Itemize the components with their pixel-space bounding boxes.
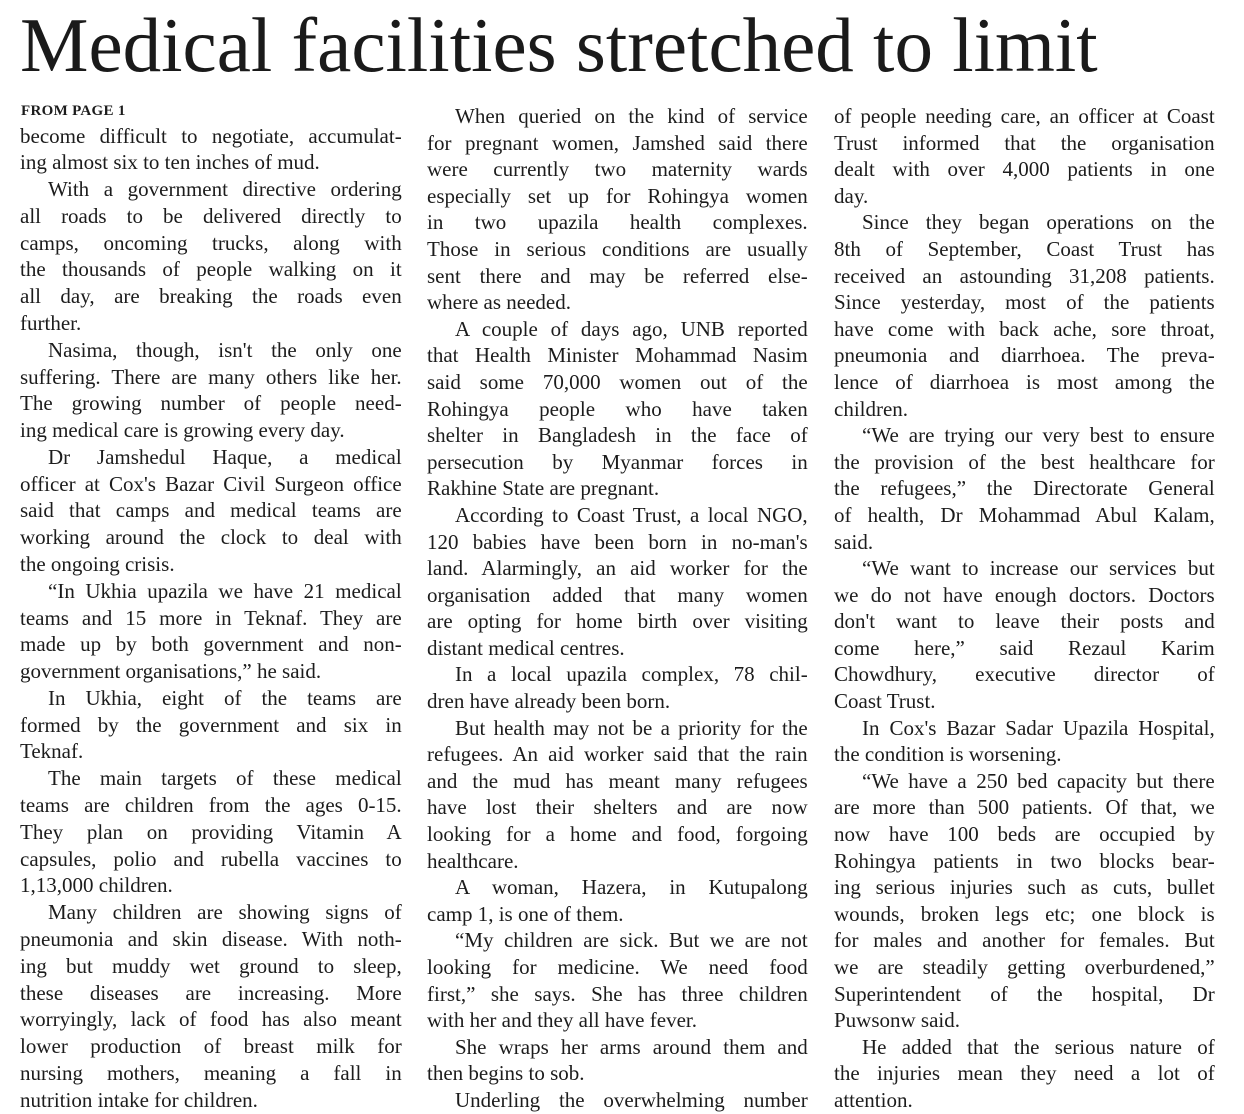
text-line: formed by the government and six in: [20, 712, 402, 737]
text-line: officer at Cox's Bazar Civil Surgeon office: [20, 471, 402, 496]
text-line: now have 100 beds are occupied by: [834, 822, 1215, 847]
text-line: A woman, Hazera, in Kutupalong: [455, 875, 808, 900]
text-line: Since they began operations on the: [862, 210, 1215, 235]
paragraph: [834, 103, 1215, 209]
text-line: the refugees,” the Directorate General: [834, 476, 1215, 501]
paragraph: [20, 337, 402, 444]
paragraph: [20, 765, 402, 899]
text-line: children.: [834, 396, 909, 421]
text-line: According to Coast Trust, a local NGO,: [455, 502, 808, 527]
text-line: organisation added that many women: [427, 582, 808, 607]
text-line: we do not have enough doctors. Doctors: [834, 582, 1215, 607]
paragraph: [427, 103, 808, 316]
paragraph: [427, 1087, 808, 1114]
text-line: camps, oncoming trucks, along with: [20, 230, 402, 255]
paragraph: [834, 422, 1215, 555]
text-line: are more than 500 patients. Of that, we: [834, 795, 1215, 820]
paragraph: [427, 874, 808, 927]
text-line: Chowdhury, executive director of: [834, 662, 1215, 687]
text-line: in two upazila health complexes.: [427, 210, 808, 235]
text-line: In Cox's Bazar Sadar Upazila Hospital,: [862, 715, 1215, 740]
text-line: A couple of days ago, UNB reported: [455, 316, 808, 341]
text-line: said that camps and medical teams are: [20, 498, 402, 523]
text-line: that Health Minister Mohammad Nasim: [427, 343, 808, 368]
text-line: sent there and may be referred else-: [427, 263, 808, 288]
text-line: Dr Jamshedul Haque, a medical: [48, 444, 402, 469]
text-line: of health, Dr Mohammad Abul Kalam,: [834, 502, 1215, 527]
text-line: land. Alarmingly, an aid worker for the: [427, 556, 808, 581]
text-line: “We have a 250 bed capacity but there: [862, 768, 1215, 793]
text-line: don't want to leave their posts and: [834, 609, 1215, 634]
text-line: lence of diarrhoea is most among the: [834, 369, 1215, 394]
text-line: the injuries mean they need a lot of: [834, 1061, 1215, 1086]
text-line: teams and 15 more in Teknaf. They are: [20, 605, 402, 630]
text-line: are opting for home birth over visiting: [427, 609, 808, 634]
text-line: were currently two maternity wards: [427, 157, 808, 182]
text-line: “My children are sick. But we are not: [455, 928, 808, 953]
text-line: 1,13,000 children.: [20, 873, 173, 898]
text-line: the condition is worsening.: [834, 742, 1062, 767]
text-line: Those in serious conditions are usually: [427, 236, 808, 261]
text-line: But health may not be a priority for the: [455, 715, 808, 740]
text-line: Rakhine State are pregnant.: [427, 476, 660, 501]
text-line: made up by both government and non-: [20, 632, 402, 657]
text-line: attention.: [834, 1087, 913, 1112]
text-line: these diseases are increasing. More: [20, 980, 402, 1005]
paragraph: [427, 316, 808, 502]
text-line: “We are trying our very best to ensure: [862, 423, 1215, 448]
text-line: ing serious injuries such as cuts, bullet: [834, 875, 1215, 900]
text-line: nursing mothers, meaning a fall in: [20, 1060, 402, 1085]
text-line: lower production of breast milk for: [20, 1034, 402, 1059]
text-line: Since yesterday, most of the patients: [834, 290, 1215, 315]
text-line: all day, are breaking the roads even: [20, 284, 402, 309]
text-line: ing but muddy wet ground to sleep,: [20, 953, 402, 978]
text-line: wounds, broken legs etc; one block is: [834, 901, 1215, 926]
text-line: working around the clock to deal with: [20, 525, 402, 550]
text-line: dren have already been born.: [427, 689, 671, 714]
text-line: ing medical care is growing every day.: [20, 418, 345, 443]
text-line: we are steadily getting overburdened,”: [834, 955, 1215, 979]
text-line: with her and they all have fever.: [427, 1008, 697, 1033]
text-line: Rohingya patients in two blocks bear-: [834, 848, 1215, 873]
text-line: In Ukhia, eight of the teams are: [48, 685, 402, 710]
text-line: dealt with over 4,000 patients in one: [834, 157, 1215, 182]
text-line: Trust informed that the organisation: [834, 130, 1215, 155]
text-line: the thousands of people walking on it: [20, 257, 402, 282]
paragraph: [427, 661, 808, 714]
text-line: where as needed.: [427, 290, 572, 315]
text-line: especially set up for Rohingya women: [427, 183, 808, 208]
text-line: have lost their shelters and are now: [427, 795, 808, 820]
text-line: suffering. There are many others like her.: [20, 364, 402, 389]
text-line: Nasima, though, isn't the only one: [48, 337, 402, 362]
paragraph: [427, 927, 808, 1033]
text-line: first,” she says. She has three children: [427, 981, 808, 1006]
paragraph: [20, 444, 402, 578]
paragraph: [427, 1034, 808, 1087]
text-line: Teknaf.: [20, 739, 84, 764]
text-line: “In Ukhia upazila we have 21 medical: [48, 578, 402, 603]
text-line: shelter in Bangladesh in the face of: [427, 423, 808, 448]
text-line: for males and another for females. But: [834, 928, 1215, 953]
text-line: and the mud has meant many refugees: [427, 768, 808, 793]
headline: Medical facilities stretched to limit: [20, 2, 1098, 88]
text-line: capsules, polio and rubella vaccines to: [20, 846, 402, 871]
text-line: She wraps her arms around them and: [455, 1034, 808, 1059]
text-line: Many children are showing signs of: [48, 900, 402, 925]
text-line: become difficult to negotiate, accumulat-: [20, 123, 402, 148]
text-line: 120 babies have been born in no-man's: [427, 529, 808, 554]
article-column-1: [20, 123, 402, 1114]
paragraph: [834, 209, 1215, 422]
text-line: The growing number of people need-: [20, 391, 402, 416]
text-line: the provision of the best healthcare for: [834, 449, 1215, 474]
paragraph: [834, 715, 1215, 768]
paragraph: [20, 176, 402, 337]
text-line: Superintendent of the hospital, Dr: [834, 981, 1215, 1006]
text-line: ing almost six to ten inches of mud.: [20, 150, 320, 175]
text-line: pneumonia and diarrhoea. The preva-: [834, 343, 1215, 368]
text-line: camp 1, is one of them.: [427, 901, 624, 926]
paragraph: [20, 578, 402, 685]
paragraph: [20, 899, 402, 1113]
text-line: With a government directive ordering: [48, 177, 402, 202]
text-line: He added that the serious nature of: [862, 1034, 1215, 1059]
text-line: Underling the overwhelming number: [455, 1087, 808, 1112]
text-line: of people needing care, an officer at Coast: [834, 104, 1215, 128]
text-line: “We want to increase our services but: [862, 556, 1215, 581]
text-line: then begins to sob.: [427, 1061, 585, 1086]
article-column-3: [834, 103, 1215, 1114]
text-line: government organisations,” he said.: [20, 659, 322, 684]
text-line: said.: [834, 529, 874, 554]
paragraph: [427, 715, 808, 875]
paragraph: [20, 123, 402, 177]
text-line: for pregnant women, Jamshed said there: [427, 130, 808, 155]
text-line: refugees. An aid worker said that the rain: [427, 742, 808, 767]
text-line: all roads to be delivered directly to: [20, 203, 402, 228]
text-line: Coast Trust.: [834, 689, 936, 714]
text-line: looking for a home and food, forgoing: [427, 822, 808, 847]
text-line: teams are children from the ages 0-15.: [20, 793, 402, 818]
text-line: They plan on providing Vitamin A: [20, 819, 402, 844]
text-line: nutrition intake for children.: [20, 1087, 258, 1112]
text-line: In a local upazila complex, 78 chil-: [455, 662, 808, 687]
text-line: the ongoing crisis.: [20, 552, 175, 576]
text-line: worryingly, lack of food has also meant: [20, 1007, 402, 1032]
text-line: looking for medicine. We need food: [427, 955, 808, 979]
paragraph: [834, 1034, 1215, 1114]
text-line: said some 70,000 women out of the: [427, 369, 808, 394]
text-line: distant medical centres.: [427, 635, 625, 660]
text-line: have come with back ache, sore throat,: [834, 316, 1215, 341]
text-line: received an astounding 31,208 patients.: [834, 263, 1215, 288]
text-line: day.: [834, 183, 869, 208]
text-line: persecution by Myanmar forces in: [427, 449, 808, 474]
paragraph: [834, 555, 1215, 715]
text-line: pneumonia and skin disease. With noth-: [20, 926, 402, 951]
paragraph: [20, 685, 402, 765]
text-line: Puwsonw said.: [834, 1008, 961, 1033]
article-column-2: [427, 103, 808, 1114]
text-line: When queried on the kind of service: [455, 104, 808, 128]
text-line: healthcare.: [427, 848, 519, 873]
text-line: Rohingya people who have taken: [427, 396, 808, 421]
text-line: further.: [20, 310, 82, 335]
text-line: The main targets of these medical: [48, 766, 402, 791]
paragraph: [834, 768, 1215, 1034]
text-line: come here,” said Rezaul Karim: [834, 635, 1215, 660]
text-line: 8th of September, Coast Trust has: [834, 236, 1215, 261]
jump-label: FROM PAGE 1: [21, 103, 126, 119]
paragraph: [427, 502, 808, 662]
